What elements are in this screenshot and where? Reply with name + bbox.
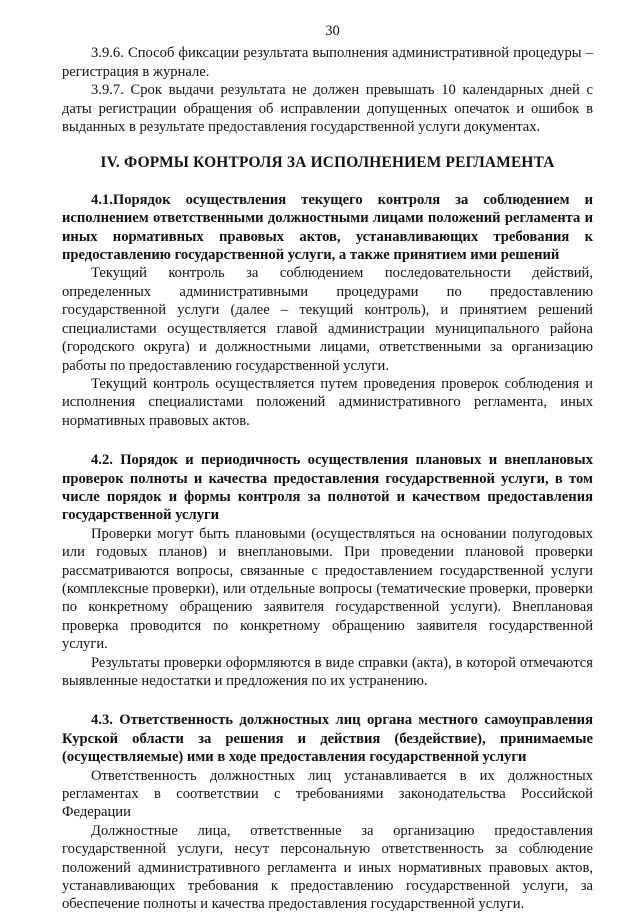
section-4-1 bbox=[62, 191, 593, 430]
section-4-1-paragraph: Текущий контроль за соблюдением последовательности действий, определенных административными процедурами по предоставлению государственной услуги (далее – текущий контроль), и принятием решений специалистами осуществляется главой администрации муниципального района (городского округа) и должностными лицами, ответственными за организацию работы по предоставлению государственной услуги. bbox=[62, 265, 593, 374]
section-4-3-paragraph: Ответственность должностных лиц устанавливается в их должностных регламентах в соответствии с требованиями законодательства Российской Федерации bbox=[62, 767, 593, 821]
section-4-2-paragraph: Результаты проверки оформляются в виде справки (акта), в которой отмечаются выявленные недостатки и предложения по их устранению. bbox=[62, 654, 593, 689]
section-4-1-paragraph: Текущий контроль осуществляется путем проведения проверок соблюдения и исполнения специалистами положений административного регламента, иных нормативных правовых актов. bbox=[62, 375, 593, 429]
section-4-3 bbox=[62, 711, 593, 913]
section-4-1-heading: 4.1.Порядок осуществления текущего контроля за соблюдением и исполнением ответственными должностными лицами положений регламента и иных нормативных правовых актов, устанавливающих требования к предоставлению государственной услуги, а также принятием ими решений bbox=[62, 191, 593, 264]
section-4-3-paragraph: Должностные лица, ответственные за организацию предоставления государственной услуги, несут персональную ответственность за соблюдение положений административного регламента и иных нормативных правовых актов, устанавливающих требования к предоставлению государственной услуги, за обеспечение полноты и качества предоставления государственной услуги. bbox=[62, 822, 593, 913]
section-4-2 bbox=[62, 451, 593, 690]
item-3-9-6: 3.9.6. Способ фиксации результата выполнения административной процедуры – регистрация в журнале. bbox=[62, 45, 593, 80]
chapter-title: IV. ФОРМЫ КОНТРОЛЯ ЗА ИСПОЛНЕНИЕМ РЕГЛАМЕНТА bbox=[100, 154, 555, 172]
page-number: 30 bbox=[325, 23, 340, 39]
section-4-2-paragraph: Проверки могут быть плановыми (осуществляться на основании полугодовых или годовых планов) и внеплановыми. При проведении плановой проверки рассматриваются вопросы, связанные с предоставлением государственной услуги (комплексные проверки), или отдельные вопросы (тематические проверки, проверки по конкретному обращению заявителя государственной услуги). Внеплановая проверка проводится по конкретному обращению заявителя государственной услуги. bbox=[62, 525, 593, 653]
section-4-3-heading: 4.3. Ответственность должностных лиц органа местного самоуправления Курской области за решения и действия (бездействие), принимаемые (осуществляемые) ими в ходе предоставления государственной услуги bbox=[62, 712, 593, 766]
item-3-9-7: 3.9.7. Срок выдачи результата не должен превышать 10 календарных дней с даты регистрации обращения об исправлении допущенных опечаток и ошибок в выданных в результате предоставления государственной услуги документах. bbox=[62, 82, 593, 136]
document-page bbox=[62, 22, 593, 914]
section-4-2-heading: 4.2. Порядок и периодичность осуществления плановых и внеплановых проверок полноты и качества предоставления государственной услуги, в том числе порядок и формы контроля за полнотой и качеством предоставления государственной услуги bbox=[62, 452, 593, 524]
